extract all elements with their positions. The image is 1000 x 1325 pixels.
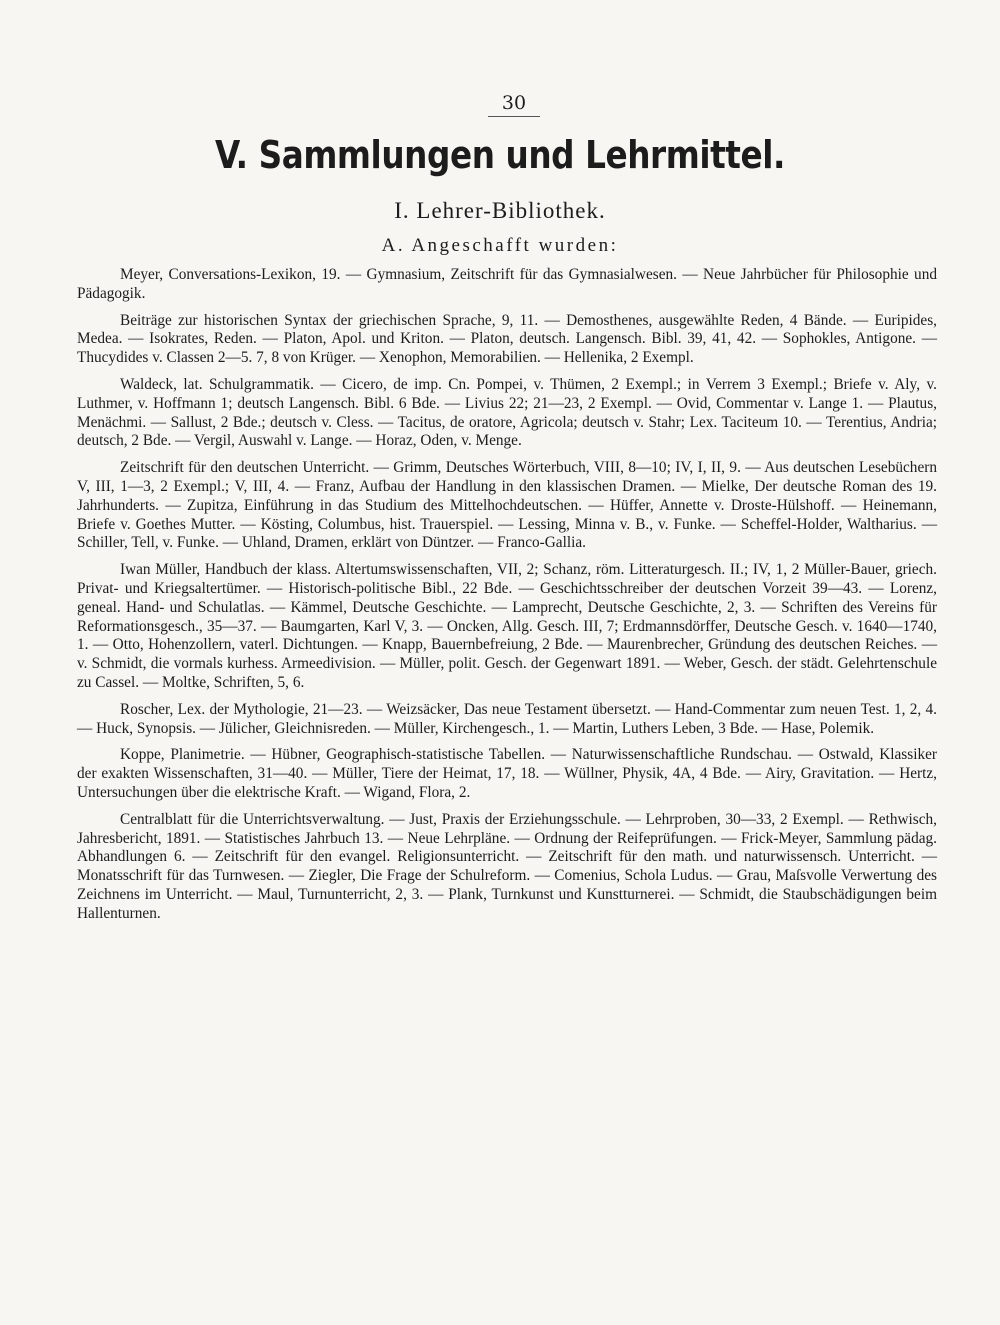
section-title: I. Lehrer-Bibliothek. (394, 198, 606, 223)
paragraph-latin: Waldeck, lat. Schulgrammatik. — Cicero, de imp. Cn. Pompei, v. Thümen, 2 Exempl.; in Verrem 3 Exempl.; Briefe v. Aly, v. Luthmer, v. Hoffmann 1; deutsch Langensch. Bibl. 6 Bde. — Livius 22; 21—23, 2 Exempl. — Ovid, Commentar v. Lange 1. — Plautus, Menächmi. — Sallust, 2 Bde.; deutsch v. Cless. — Tacitus, de oratore, Agricola; deutsch v. Stahr; Lex. Taciteum 10. — Terentius, Andria; deutsch, 2 Bde. — Vergil, Auswahl v. Lange. — Horaz, Oden, v. Menge. (77, 375, 937, 450)
paragraph-general: Meyer, Conversations-Lexikon, 19. — Gymnasium, Zeitschrift für das Gymnasialwesen. — Neue Jahrbücher für Philosophie und Pädagogik. (77, 266, 937, 302)
paragraph-science: Koppe, Planimetrie. — Hübner, Geographisch-statistische Tabellen. — Naturwissenschaftliche Rundschau. — Ostwald, Klassiker der exakten Wissenschaften, 31—40. — Müller, Tiere der Heimat, 17, 18. — Wüllner, Physik, 4A, 4 Bde. — Airy, Gravitation. — Hertz, Untersuchungen über die elektrische Kraft. — Wigand, Flora, 2. (77, 746, 937, 801)
paragraph-greek: Beiträge zur historischen Syntax der griechischen Sprache, 9, 11. — Demosthenes, ausgewählte Reden, 4 Bände. — Euripides, Medea. — Isokrates, Reden. — Platon, Apol. und Kriton. — Platon, deutsch. Langensch. Bibl. 39, 41, 42. — Sophokles, Antigone. — Thucydides v. Classen 2—5. 7, 8 von Krüger. — Xenophon, Memorabilien. — Hellenika, 2 Exempl. (77, 311, 937, 367)
paragraph-german: Zeitschrift für den deutschen Unterricht. — Grimm, Deutsches Wörterbuch, VIII, 8—10; IV, I, II, 9. — Aus deutschen Lesebüchern V, III, 1—3, 2 Exempl.; V, III, 4. — Franz, Aufbau der Handlung in den klassischen Dramen. — Mielke, Der deutsche Roman des 19. Jahrhunderts. — Zupitza, Einführung in das Studium des Mittelhochdeutschen. — Hüffer, Annette v. Droste-Hülshoff. — Heinemann, Briefe v. Goethes Mutter. — Kösting, Columbus, hist. Trauerspiel. — Lessing, Minna v. B., v. Funke. — Scheffel-Holder, Waltharius. — Schiller, Tell, v. Funke. — Uhland, Dramen, erklärt von Düntzer. — Franco-Gallia. (77, 459, 937, 552)
page-number: 30 (488, 92, 540, 117)
book-list-body (77, 266, 937, 924)
subsection-title: A. Angeschafft wurden: (381, 235, 619, 256)
paragraph-religion: Roscher, Lex. der Mythologie, 21—23. — Weizsäcker, Das neue Testament übersetzt. — Hand-Commentar zum neuen Test. 1, 2, 4. — Huck, Synopsis. — Jülicher, Gleichnisreden. — Müller, Kirchengesch., 1. — Martin, Luthers Leben, 3 Bde. — Hase, Polemik. (77, 700, 937, 737)
paragraph-history: Iwan Müller, Handbuch der klass. Altertumswissenschaften, VII, 2; Schanz, röm. Litteraturgesch. II.; IV, 1, 2 Müller-Bauer, griech. Privat- und Kriegsaltertümer. — Historisch-politische Bibl., 22 Bde. — Geschichtsschreiber der deutschen Vorzeit 39—43. — Lorenz, geneal. Hand- und Schulatlas. — Kämmel, Deutsche Geschichte. — Lamprecht, Deutsche Geschichte, 2, 3. — Schriften des Vereins für Reformationsgesch., 35—37. — Baumgarten, Karl V, 3. — Oncken, Allg. Gesch. III, 7; Erdmannsdörffer, Deutsche Gesch. v. 1640—1740, 1. — Otto, Hohenzollern, vaterl. Dichtungen. — Knapp, Bauernbefreiung, 2 Bde. — Maurenbrecher, Gründung des deutschen Reiches. — v. Schmidt, die vormals kurhess. Armeedivision. — Müller, polit. Gesch. der Gegenwart 1891. — Weber, Gesch. der städt. Gelehrtenschule zu Cassel. — Moltke, Schriften, 5, 6. (77, 561, 937, 691)
paragraph-pedagogy: Centralblatt für die Unterrichtsverwaltung. — Just, Praxis der Erziehungsschule. — Lehrproben, 30—33, 2 Exempl. — Rethwisch, Jahresbericht, 1891. — Statistisches Jahrbuch 13. — Neue Lehrpläne. — Ordnung der Reifeprüfungen. — Frick-Meyer, Sammlung pädag. Abhandlungen 6. — Zeitschrift für den evangel. Religionsunterricht. — Zeitschrift für den math. und naturwissensch. Unterricht. — Monatsschrift für das Turnwesen. — Ziegler, Die Frage der Schulreform. — Comenius, Schola Ludus. — Grau, Maſsvolle Verwertung des Zeichnens im Unterricht. — Maul, Turnunterricht, 2, 3. — Plank, Turnkunst und Kunstturnerei. — Schmidt, die Staubschädigungen beim Hallenturnen. (77, 810, 937, 922)
chapter-title: V. Sammlungen und Lehrmittel. (215, 133, 785, 177)
